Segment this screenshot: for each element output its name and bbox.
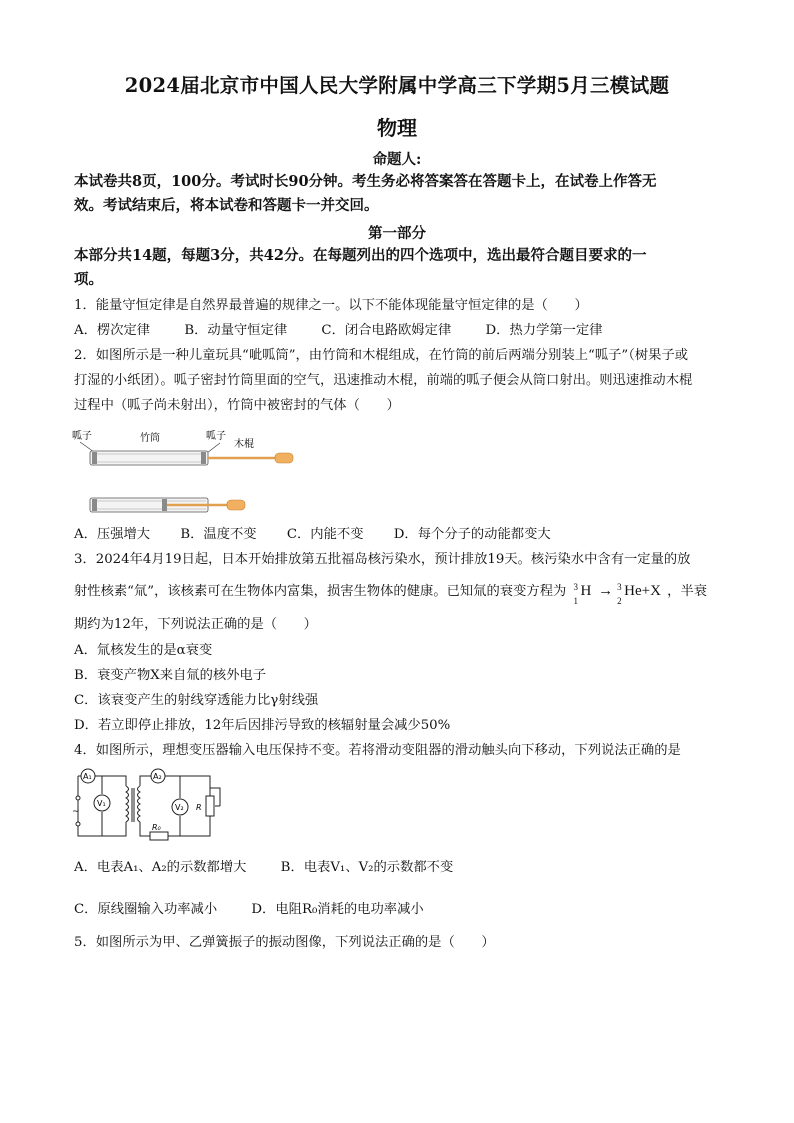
fig-label-tube: 竹筒 (140, 433, 160, 444)
q3-stem-line-1: 3．2024年4月19日起，日本开始排放第五批福岛核污染水，预计排放19天。核污染水中含有一定量的放 (74, 552, 691, 567)
instructions (74, 170, 724, 218)
bamboo-tube-figure (70, 425, 310, 525)
he-mass: 3 (617, 582, 622, 592)
q1-options (74, 318, 734, 343)
q3-stem-line-2 (74, 579, 734, 604)
author-label: 命题人: (372, 151, 422, 168)
q2-option-b[interactable]: B．温度不变 (180, 527, 257, 542)
q2-option-a[interactable]: A．压强增大 (74, 527, 151, 542)
transformer-circuit-figure (70, 766, 230, 846)
q2-stem-line-1: 2．如图所示是一种儿童玩具“呲呱筒”，由竹筒和木棍组成，在竹筒的前后两端分别装上“呱子”（树果子或 (74, 348, 689, 363)
q3-option-c[interactable]: C．该衰变产生的射线穿透能力比γ射线强 (74, 693, 319, 708)
exam-title: 2024届北京市中国人民大学附属中学高三下学期5月三模试题 (124, 74, 670, 97)
subject-title: 物理 (377, 116, 417, 140)
q1-option-a[interactable]: A．楞次定律 (74, 323, 151, 338)
decay-equation (573, 579, 661, 604)
fig-label-plug-right: 呱子 (206, 431, 226, 442)
q4-stem: 4．如图所示，理想变压器输入电压保持不变。若将滑动变阻器的滑动触头向下移动，下列说法正确的是 (74, 743, 681, 758)
q4-options-row-1 (74, 855, 734, 880)
h-mass: 3 (573, 582, 579, 592)
label-v2: V₂ (175, 803, 184, 812)
he-symbol: He (624, 583, 642, 599)
instructions-line-1: 本试卷共8页，100分。考试时长90分钟。考生务必将答案答在答题卡上，在试卷上作答无 (74, 173, 657, 190)
q3-option-b[interactable]: B．衰变产物X来自氚的核外电子 (74, 668, 267, 683)
section-heading: 第一部分 (368, 225, 426, 242)
label-a1: A₁ (83, 772, 92, 781)
label-r0: R₀ (152, 823, 161, 832)
q2-stem-line-2: 打湿的小纸团）。呱子密封竹筒里面的空气，迅速推动木棍，前端的呱子便会从筒口射出。则迅速推动木棍 (74, 373, 693, 388)
q1-stem: 1．能量守恒定律是自然界最普遍的规律之一。以下不能体现能量守恒定律的是（ ） (74, 298, 588, 313)
q1-option-b[interactable]: B．动量守恒定律 (184, 323, 288, 338)
section-intro-line-1: 本部分共14题，每题3分，共42分。在每题列出的四个选项中，选出最符合题目要求的一 (74, 247, 647, 264)
h-symbol: H (580, 583, 592, 599)
q2-option-c[interactable]: C．内能不变 (286, 527, 364, 542)
q4-option-d[interactable]: D．电阻R₀消耗的电功率减小 (251, 902, 424, 917)
instructions-line-2: 效。考试结束后，将本试卷和答题卡一并交回。 (74, 197, 379, 214)
q2-option-d[interactable]: D．每个分子的动能都变大 (393, 527, 551, 542)
tube-initial (90, 451, 293, 465)
q3-stem-line-2-text: 射性核素“氚”，该核素可在生物体内富集，损害生物体的健康。已知氚的衰变方程为 (74, 584, 567, 599)
section-intro (74, 244, 724, 292)
q4-options-row-2 (74, 897, 734, 922)
tube-pushed (90, 498, 245, 512)
plus-x: +X (641, 583, 661, 599)
q4-option-b[interactable]: B．电表V₁、V₂的示数都不变 (280, 860, 454, 875)
q1-option-d[interactable]: D．热力学第一定律 (485, 323, 603, 338)
label-a2: A₂ (153, 772, 162, 781)
q2-stem-line-3: 过程中（呱子尚未射出），竹筒中被密封的气体（ ） (74, 398, 400, 413)
q4-option-a[interactable]: A．电表A₁、A₂的示数都增大 (74, 860, 247, 875)
q3-option-d[interactable]: D．若立即停止排放，12年后因排污导致的核辐射量会减少50% (74, 718, 451, 733)
fig-label-plug-left: 呱子 (72, 431, 92, 442)
h-charge: 1 (573, 596, 579, 606)
arrow: → (598, 583, 614, 599)
he-charge: 2 (617, 596, 622, 606)
q3-stem-line-2-end: ，半衰 (667, 584, 708, 599)
label-r: R (196, 803, 202, 812)
q5-stem: 5．如图所示为甲、乙弹簧振子的振动图像，下列说法正确的是（ ） (74, 935, 495, 950)
section-intro-line-2: 项。 (74, 271, 103, 288)
fig-label-rod: 木棍 (234, 439, 254, 450)
label-v1: V₁ (97, 799, 106, 808)
q2-options (74, 522, 734, 547)
q3-stem-line-3: 期约为12年，下列说法正确的是（ ） (74, 617, 317, 632)
label-source: ~ (72, 807, 80, 817)
q3-option-a[interactable]: A．氚核发生的是α衰变 (74, 643, 213, 658)
q1-option-c[interactable]: C．闭合电路欧姆定律 (321, 323, 452, 338)
q4-option-c[interactable]: C．原线圈输入功率减小 (74, 902, 218, 917)
